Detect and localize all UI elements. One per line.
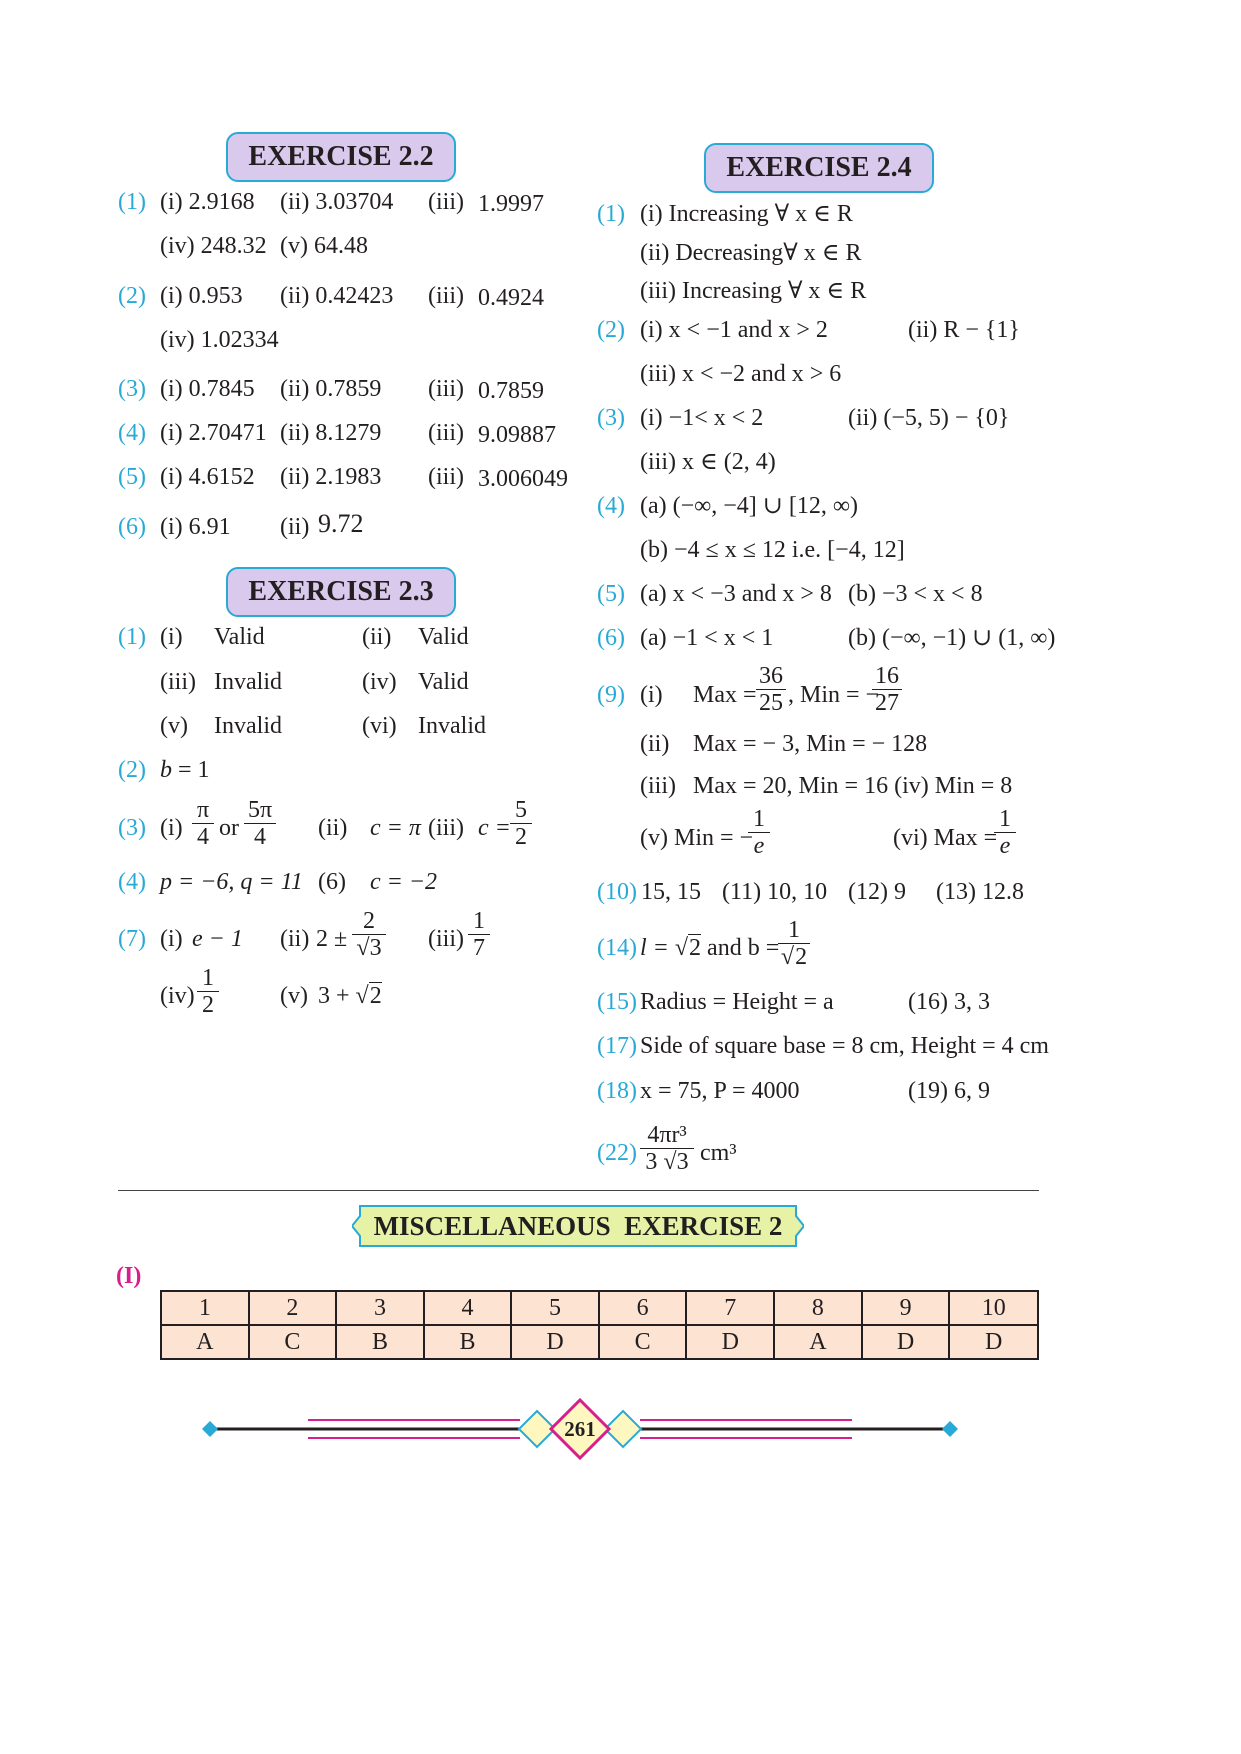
ex24-q5-number: (5)	[597, 581, 625, 607]
ex24-q18-value: x = 75, P = 4000	[640, 1078, 800, 1104]
ex22-q4-i: (i) 2.70471	[160, 420, 267, 446]
ex24-q3-ii: (ii) (−5, 5) − {0}	[848, 405, 1010, 431]
ex24-q15-value: Radius = Height = a	[640, 989, 834, 1015]
ex23-q2-var: b	[160, 757, 172, 783]
numerator: 5π	[244, 797, 276, 824]
ex24-q5-a: (a) x < −3 and x > 8	[640, 581, 832, 607]
ex24-q14-l: l =	[640, 935, 669, 961]
table-cell: B	[424, 1325, 512, 1359]
ex22-q1-iii-value: 1.9997	[478, 191, 544, 217]
ex22-q5-number: (5)	[118, 464, 146, 490]
ex24-q4-b: (b) −4 ≤ x ≤ 12 i.e. [−4, 12]	[640, 537, 905, 563]
ex24-q22-number: (22)	[597, 1140, 637, 1166]
ex23-q1-answer: Valid	[418, 624, 469, 650]
numerator: 1	[197, 965, 219, 992]
ex24-q19: (19) 6, 9	[908, 1078, 990, 1104]
ex24-q6-number: (6)	[597, 625, 625, 651]
denominator-sqrt: 2	[795, 944, 808, 970]
ex23-q1-label: (i)	[160, 624, 183, 650]
answer-table-numbers-row	[161, 1291, 1038, 1325]
ex24-q3-i: (i) −1< x < 2	[640, 405, 764, 431]
numerator: 16	[872, 663, 902, 690]
ex24-q3-number: (3)	[597, 405, 625, 431]
ex22-q5-i: (i) 4.6152	[160, 464, 255, 490]
answer-table	[160, 1290, 1039, 1360]
numerator: 1	[748, 806, 770, 833]
ex22-q2-iii-value: 0.4924	[478, 285, 544, 311]
ex23-q1-label: (iv)	[362, 669, 397, 695]
denominator: 4	[197, 824, 209, 850]
ex22-q1-number: (1)	[118, 189, 146, 215]
ex24-q9-ii-value: Max = − 3, Min = − 128	[693, 731, 928, 757]
ex22-q2-number: (2)	[118, 283, 146, 309]
ex23-q3-number: (3)	[118, 815, 146, 841]
ex24-q17-number: (17)	[597, 1033, 637, 1059]
ex23-q3-fraction-5pi-4	[244, 797, 276, 850]
ex22-q4-ii: (ii) 8.1279	[280, 420, 382, 446]
misc-title-box	[352, 1204, 804, 1248]
ex23-q3-fraction-pi-4	[192, 797, 214, 850]
table-cell: D	[686, 1325, 774, 1359]
denominator: 4	[254, 824, 266, 850]
ex23-q7-i: (i)	[160, 926, 183, 952]
ex24-q2-iii: (iii) x < −2 and x > 6	[640, 361, 842, 387]
misc-title: MISCELLANEOUS EXERCISE 2	[373, 1211, 783, 1241]
table-cell: 9	[862, 1291, 950, 1325]
ex24-q9-iii-value: Max = 20, Min = 16 (iv) Min = 8	[693, 773, 1013, 799]
table-cell: D	[949, 1325, 1038, 1359]
ex24-q14-and: and b =	[707, 935, 780, 961]
ex22-q1-i: (i) 2.9168	[160, 189, 255, 215]
ex22-q5-iii: (iii)	[428, 464, 464, 490]
ex22-q2-i: (i) 0.953	[160, 283, 243, 309]
ex22-q6-number: (6)	[118, 514, 146, 540]
table-cell: C	[599, 1325, 687, 1359]
ex23-q4-value: p = −6, q = 11	[160, 869, 303, 895]
denominator: e	[753, 833, 765, 859]
ex23-q1-label: (iii)	[160, 669, 196, 695]
ex22-q1-iv: (iv) 248.32	[160, 233, 267, 259]
table-cell: D	[862, 1325, 950, 1359]
denominator: 27	[875, 690, 899, 716]
ex24-q4-number: (4)	[597, 493, 625, 519]
ex24-q14-sqrt: 2	[689, 935, 702, 961]
ex23-q3-ii: (ii)	[318, 815, 348, 841]
ex23-q7-v: (v)	[280, 983, 308, 1009]
page-number: 261	[564, 1417, 596, 1441]
table-cell: C	[249, 1325, 337, 1359]
ex24-q1-ii: (ii) Decreasing∀ x ∈ R	[640, 240, 862, 266]
ex23-q6-number: (6)	[318, 869, 346, 895]
ex22-q3-number: (3)	[118, 376, 146, 402]
numerator: 36	[756, 663, 786, 690]
ex24-q9-fraction-16-27	[872, 663, 902, 716]
ex24-q10-number: (10)	[597, 879, 637, 905]
ex24-q18-number: (18)	[597, 1078, 637, 1104]
ex24-q9-min: , Min = −	[788, 682, 880, 708]
ex24-q6-b: (b) (−∞, −1) ∪ (1, ∞)	[848, 625, 1056, 651]
ex23-q7-fraction-2-sqrt3	[352, 908, 386, 961]
ex23-q1-answer: Invalid	[214, 669, 282, 695]
ex23-q3-iii: (iii)	[428, 815, 464, 841]
numerator: 1	[468, 908, 490, 935]
ex24-q4-a: (a) (−∞, −4] ∪ [12, ∞)	[640, 493, 859, 519]
ex23-q7-ii: (ii)	[280, 926, 310, 952]
ex22-q3-i: (i) 0.7845	[160, 376, 255, 402]
ex23-q7-ii-value: 2 ±	[316, 926, 348, 952]
ex23-q4-number: (4)	[118, 869, 146, 895]
ex24-q9-fraction-36-25	[756, 663, 786, 716]
ex24-q9-fraction-1-e-vi	[994, 806, 1016, 859]
table-cell: 10	[949, 1291, 1038, 1325]
numerator: 1	[994, 806, 1016, 833]
ex23-q7-i-value: e − 1	[192, 926, 243, 952]
ex24-q9-vi: (vi) Max =	[893, 825, 998, 851]
ex24-q12: (12) 9	[848, 879, 906, 905]
ex23-q7-fraction-1-7	[468, 908, 490, 961]
ex23-q1-answer: Valid	[214, 624, 265, 650]
ex24-q16: (16) 3, 3	[908, 989, 990, 1015]
denominator: 25	[759, 690, 783, 716]
ex24-q15-number: (15)	[597, 989, 637, 1015]
table-cell: A	[161, 1325, 249, 1359]
ex22-q2-iv: (iv) 1.02334	[160, 327, 279, 353]
ex23-q3-or: or	[219, 815, 239, 841]
denominator: √3	[356, 935, 382, 961]
ex22-q1-v: (v) 64.48	[280, 233, 368, 259]
ex24-q1-iii: (iii) Increasing ∀ x ∈ R	[640, 278, 867, 304]
ex24-q2-number: (2)	[597, 317, 625, 343]
ex23-q2-value: = 1	[172, 757, 210, 783]
ex23-q1-answer: Invalid	[214, 713, 282, 739]
numerator: 5	[510, 797, 532, 824]
numerator: 1	[778, 917, 810, 944]
ex24-q11: (11) 10, 10	[722, 879, 828, 905]
ex23-q1-answer: Valid	[418, 669, 469, 695]
table-cell: B	[336, 1325, 424, 1359]
ex23-q7-fraction-1-2	[197, 965, 219, 1018]
denominator: 3 √3	[645, 1149, 689, 1175]
ex24-q5-b: (b) −3 < x < 8	[848, 581, 983, 607]
ex23-q7-iv: (iv)	[160, 983, 195, 1009]
ex23-q1-number: (1)	[118, 624, 146, 650]
ex23-q1-label: (vi)	[362, 713, 397, 739]
ex23-q7-number: (7)	[118, 926, 146, 952]
ex24-q1-i: (i) Increasing ∀ x ∈ R	[640, 201, 853, 227]
ex24-q10-value: 15, 15	[641, 879, 701, 905]
page-footer	[200, 1398, 960, 1462]
ex23-q3-fraction-5-2	[510, 797, 532, 850]
ex22-q3-iii-value: 0.7859	[478, 378, 544, 404]
numerator: π	[192, 797, 214, 824]
misc-part-label: (I)	[116, 1263, 142, 1289]
table-cell: 5	[511, 1291, 599, 1325]
ex24-q6-a: (a) −1 < x < 1	[640, 625, 774, 651]
denominator: e	[999, 833, 1011, 859]
denominator: √2	[780, 944, 808, 970]
denominator: 7	[473, 935, 485, 961]
ex24-q14-value: l = √2 and b =	[640, 935, 780, 961]
table-cell: 3	[336, 1291, 424, 1325]
ex22-q2-ii: (ii) 0.42423	[280, 283, 394, 309]
ex24-q9-fraction-1-e-v	[748, 806, 770, 859]
table-cell: 4	[424, 1291, 512, 1325]
table-cell: 2	[249, 1291, 337, 1325]
ex24-q9-number: (9)	[597, 682, 625, 708]
ex24-q22-unit: cm³	[700, 1140, 737, 1166]
ex22-q2-iii: (iii)	[428, 283, 464, 309]
ex22-q5-iii-value: 3.006049	[478, 466, 568, 492]
numerator: 4πr³	[640, 1122, 694, 1149]
ex23-q3-i: (i)	[160, 815, 183, 841]
ex22-q3-iii: (iii)	[428, 376, 464, 402]
ex23-q6-value: c = −2	[370, 869, 438, 895]
exercise-2-4-title: EXERCISE 2.4	[704, 143, 934, 193]
table-cell: A	[774, 1325, 862, 1359]
ex23-q2-answer	[160, 756, 210, 784]
ex24-q22-fraction	[640, 1122, 694, 1175]
ex24-q14-number: (14)	[597, 935, 637, 961]
ex22-q5-ii: (ii) 2.1983	[280, 464, 382, 490]
exercise-2-2-title: EXERCISE 2.2	[226, 132, 456, 182]
ex24-q9-v: (v) Min = −	[640, 825, 754, 851]
ex24-q3-iii: (iii) x ∈ (2, 4)	[640, 449, 776, 475]
table-cell: 1	[161, 1291, 249, 1325]
ex23-q7-v-value: 3 + √2	[318, 983, 382, 1009]
ex24-q2-ii: (ii) R − {1}	[908, 317, 1020, 343]
ex24-q9-i: (i)	[640, 682, 663, 708]
ex22-q6-i: (i) 6.91	[160, 514, 231, 540]
ex23-q3-ii-value: c = π	[370, 815, 421, 841]
answer-table-answers-row	[161, 1325, 1038, 1359]
ex22-q6-ii-value: 9.72	[318, 509, 364, 538]
section-divider	[118, 1190, 1039, 1191]
denominator: 2	[515, 824, 527, 850]
numerator: 2	[352, 908, 386, 935]
ex23-q1-label: (ii)	[362, 624, 392, 650]
ex22-q4-iii: (iii)	[428, 420, 464, 446]
ex24-q13: (13) 12.8	[936, 879, 1024, 905]
ex22-q6-ii: (ii)	[280, 514, 310, 540]
ex23-q1-answer: Invalid	[418, 713, 486, 739]
ex24-q2-i: (i) x < −1 and x > 2	[640, 317, 828, 343]
ex24-q9-max: Max =	[693, 682, 757, 708]
ex22-q3-ii: (ii) 0.7859	[280, 376, 382, 402]
ex22-q4-iii-value: 9.09887	[478, 422, 556, 448]
ex24-q17-value: Side of square base = 8 cm, Height = 4 cm	[640, 1033, 1049, 1059]
ex23-q7-v-sqrt: 2	[369, 983, 382, 1009]
ex24-q9-ii: (ii)	[640, 731, 670, 757]
ex22-q1-ii: (ii) 3.03704	[280, 189, 394, 215]
ex23-q7-v-text: 3 +	[318, 983, 350, 1009]
denominator: 2	[202, 992, 214, 1018]
ex23-q7-iii: (iii)	[428, 926, 464, 952]
ex22-q4-number: (4)	[118, 420, 146, 446]
exercise-2-3-title: EXERCISE 2.3	[226, 567, 456, 617]
table-cell: D	[511, 1325, 599, 1359]
table-cell: 6	[599, 1291, 687, 1325]
ex23-q3-iii-value: c =	[478, 815, 511, 841]
ex23-q2-number: (2)	[118, 757, 146, 783]
table-cell: 7	[686, 1291, 774, 1325]
ex23-q1-label: (v)	[160, 713, 188, 739]
ex24-q1-number: (1)	[597, 201, 625, 227]
ex22-q1-iii: (iii)	[428, 189, 464, 215]
ex24-q9-iii: (iii)	[640, 773, 676, 799]
ex24-q14-fraction-1-sqrt2	[778, 917, 810, 970]
table-cell: 8	[774, 1291, 862, 1325]
